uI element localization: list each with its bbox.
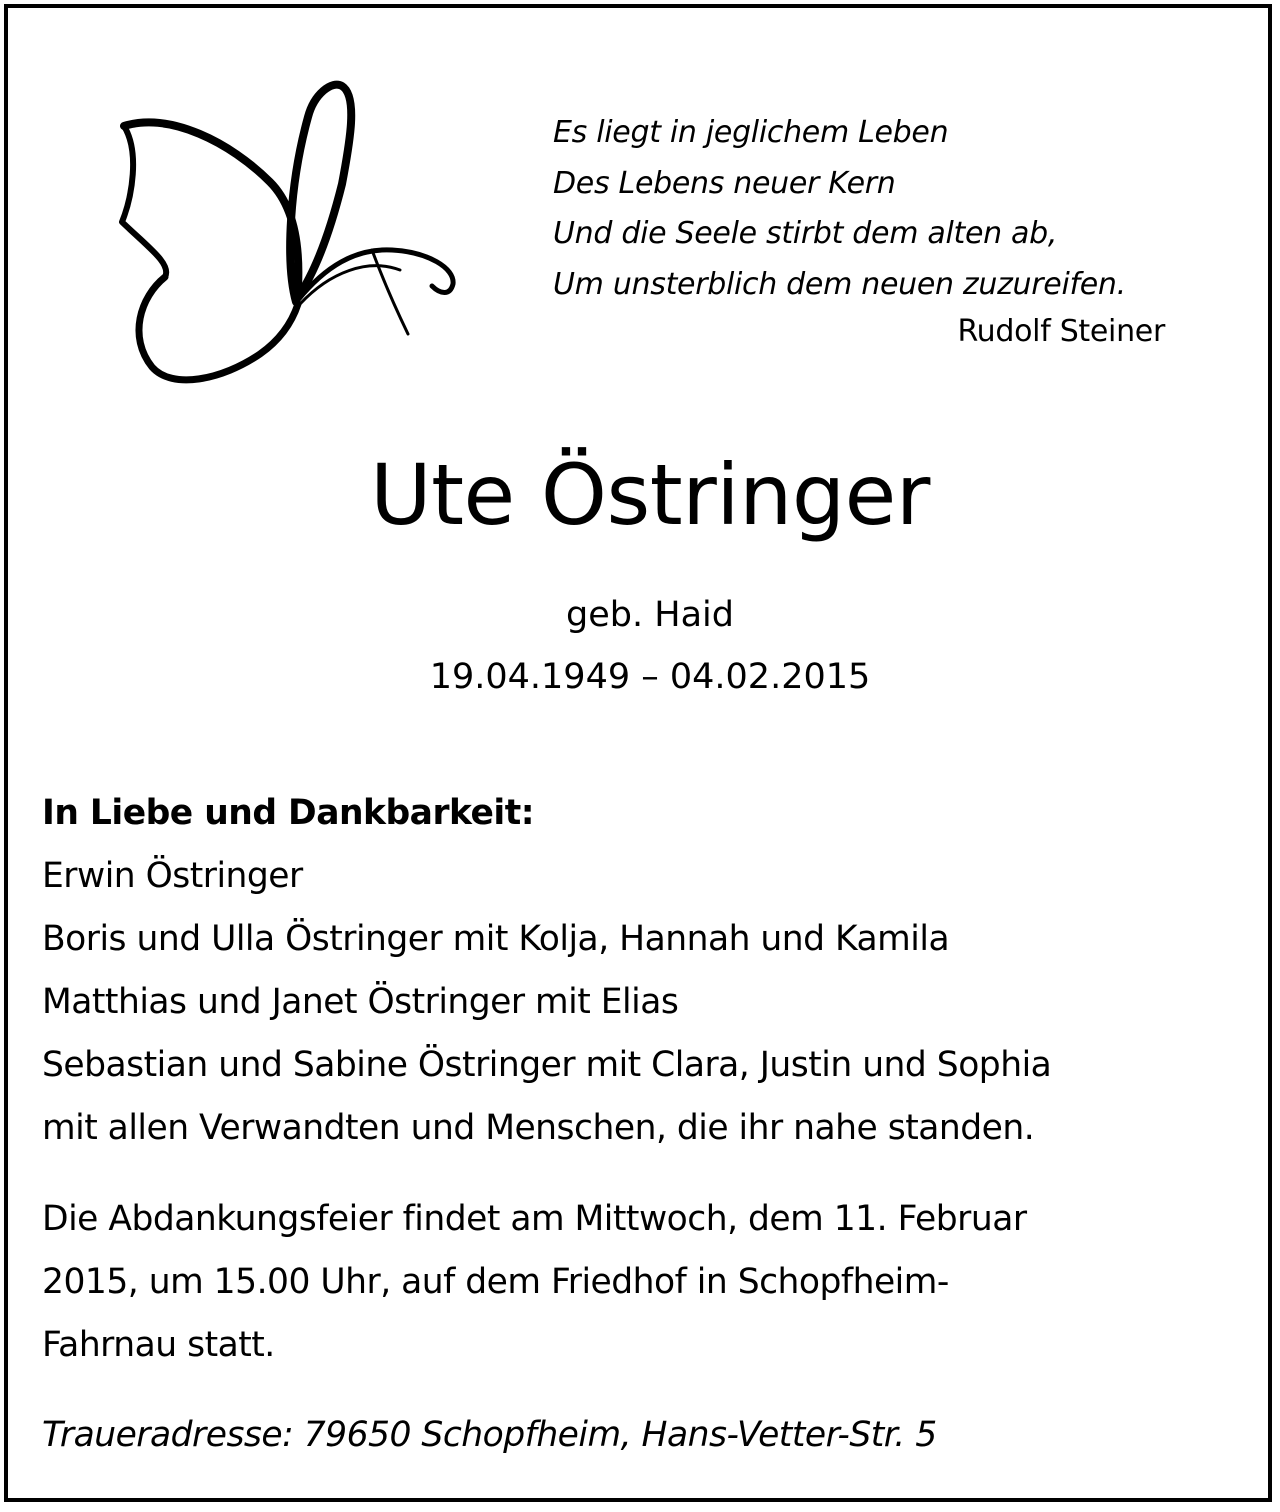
ceremony-info bbox=[42, 1188, 1252, 1377]
mourning-address: Traueradresse: 79650 Schopfheim, Hans-Vetter-Str. 5 bbox=[42, 1415, 937, 1455]
mourner-line: mit allen Verwandten und Menschen, die ihr nahe standen. bbox=[42, 1108, 1035, 1148]
life-dates: 19.04.1949 – 04.02.2015 bbox=[429, 657, 871, 697]
deceased-name: Ute Östringer bbox=[370, 446, 930, 544]
butterfly-icon bbox=[110, 72, 470, 402]
ceremony-line: Fahrnau statt. bbox=[42, 1325, 275, 1365]
mourner-line: Erwin Östringer bbox=[42, 856, 303, 896]
poem-line: Es liegt in jeglichem Leben bbox=[553, 115, 949, 150]
mourner-line: Boris und Ulla Östringer mit Kolja, Hannah und Kamila bbox=[42, 919, 950, 959]
mourner-line: Matthias und Janet Östringer mit Elias bbox=[42, 982, 679, 1022]
poem bbox=[553, 108, 1173, 310]
poem-line: Und die Seele stirbt dem alten ab, bbox=[553, 216, 1058, 251]
mourners-section bbox=[42, 782, 1252, 1160]
ceremony-line: 2015, um 15.00 Uhr, auf dem Friedhof in Schopfheim- bbox=[42, 1262, 949, 1302]
poem-line: Des Lebens neuer Kern bbox=[553, 165, 896, 201]
mourner-line: Sebastian und Sabine Östringer mit Clara, Justin und Sophia bbox=[42, 1045, 1052, 1085]
mourners-heading: In Liebe und Dankbarkeit: bbox=[42, 793, 534, 833]
birth-name: geb. Haid bbox=[566, 595, 734, 635]
poem-author: Rudolf Steiner bbox=[957, 314, 1165, 349]
ceremony-line: Die Abdankungsfeier findet am Mittwoch, dem 11. Februar bbox=[42, 1199, 1027, 1239]
poem-line: Um unsterblich dem neuen zuzureifen. bbox=[553, 266, 1126, 302]
